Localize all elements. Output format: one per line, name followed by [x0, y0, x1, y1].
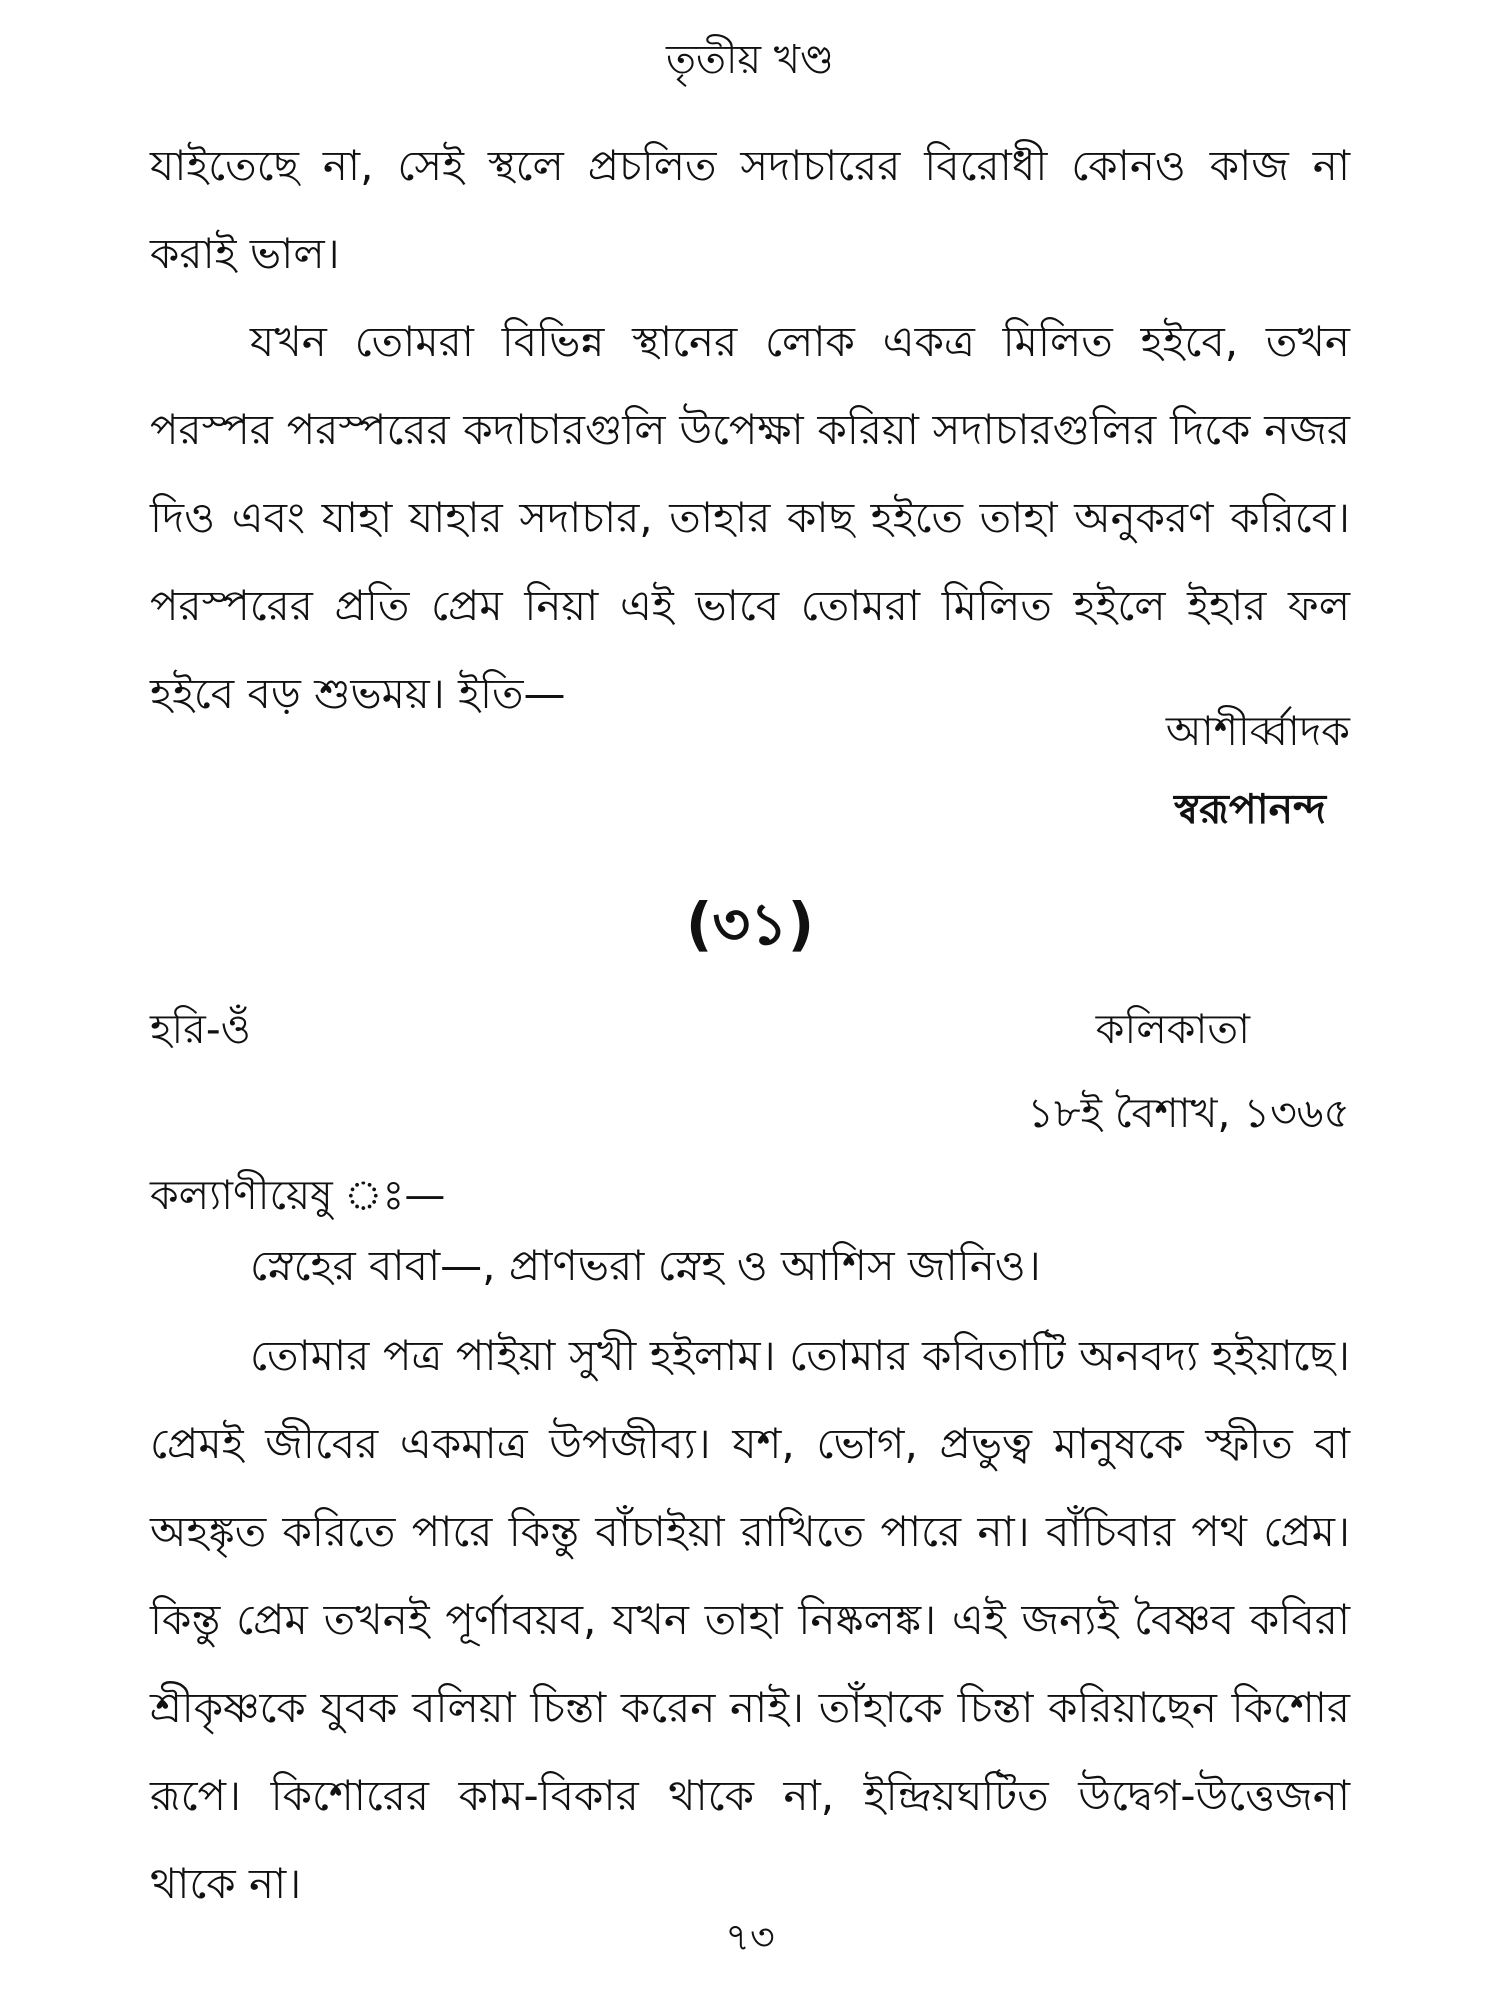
book-page: [150, 0, 1350, 2000]
continuation-paragraph: যাইতেছে না, সেই স্থলে প্রচলিত সদাচারের বিরোধী কোনও কাজ না করাই ভাল।: [150, 141, 1350, 278]
page-number: ৭৩: [725, 1915, 775, 1959]
signature-name: স্বরূপানন্দ: [1174, 785, 1326, 833]
letter-salutation: কল্যাণীয়েষু ঃ—: [150, 1171, 446, 1219]
letter-date: ১৮ই বৈশাখ, ১৩৬৫: [1027, 1089, 1350, 1137]
letter-number: (৩১): [685, 890, 815, 958]
letter-greeting: হরি-ওঁ: [150, 1005, 251, 1053]
letter-paragraph-2: তোমার পত্র পাইয়া সুখী হইলাম। তোমার কবিতাটি অনবদ্য হইয়াছে। প্রেমই জীবের একমাত্র উপজীব্য। যশ, ভোগ, প্রভুত্ব মানুষকে স্ফীত বা অহঙ্কৃত করিতে পারে কিন্তু বাঁচাইয়া রাখিতে পারে না। বাঁচিবার পথ প্রেম। কিন্তু প্রেম তখনই পূর্ণাবয়ব, যখন তাহা নিষ্কলঙ্ক। এই জন্যই বৈষ্ণব কবিরা শ্রীকৃষ্ণকে যুবক বলিয়া চিন্তা করেন নাই। তাঁহাকে চিন্তা করিয়াছেন কিশোর রূপে। কিশোরের কাম-বিকার থাকে না, ইন্দ্রিয়ঘটিত উদ্বেগ-উত্তেজনা থাকে না।: [150, 1331, 1350, 1908]
section-header: তৃতীয় খণ্ড: [666, 37, 834, 83]
letter-paragraph-1: স্নেহের বাবা—, প্রাণভরা স্নেহ ও আশিস জানিও।: [250, 1241, 1041, 1290]
continuation-paragraph-2: যখন তোমরা বিভিন্ন স্থানের লোক একত্র মিলিত হইবে, তখন পরস্পর পরস্পরের কদাচারগুলি উপেক্ষা করিয়া সদাচারগুলির দিকে নজর দিও এবং যাহা যাহার সদাচার, তাহার কাছ হইতে তাহা অনুকরণ করিবে। পরস্পরের প্রতি প্রেম নিয়া এই ভাবে তোমরা মিলিত হইলে ইহার ফল হইবে বড় শুভময়। ইতি—: [150, 317, 1350, 718]
letter-place: কলিকাতা: [1095, 1005, 1250, 1053]
signoff-text: আশীর্ব্বাদক: [1165, 707, 1350, 755]
